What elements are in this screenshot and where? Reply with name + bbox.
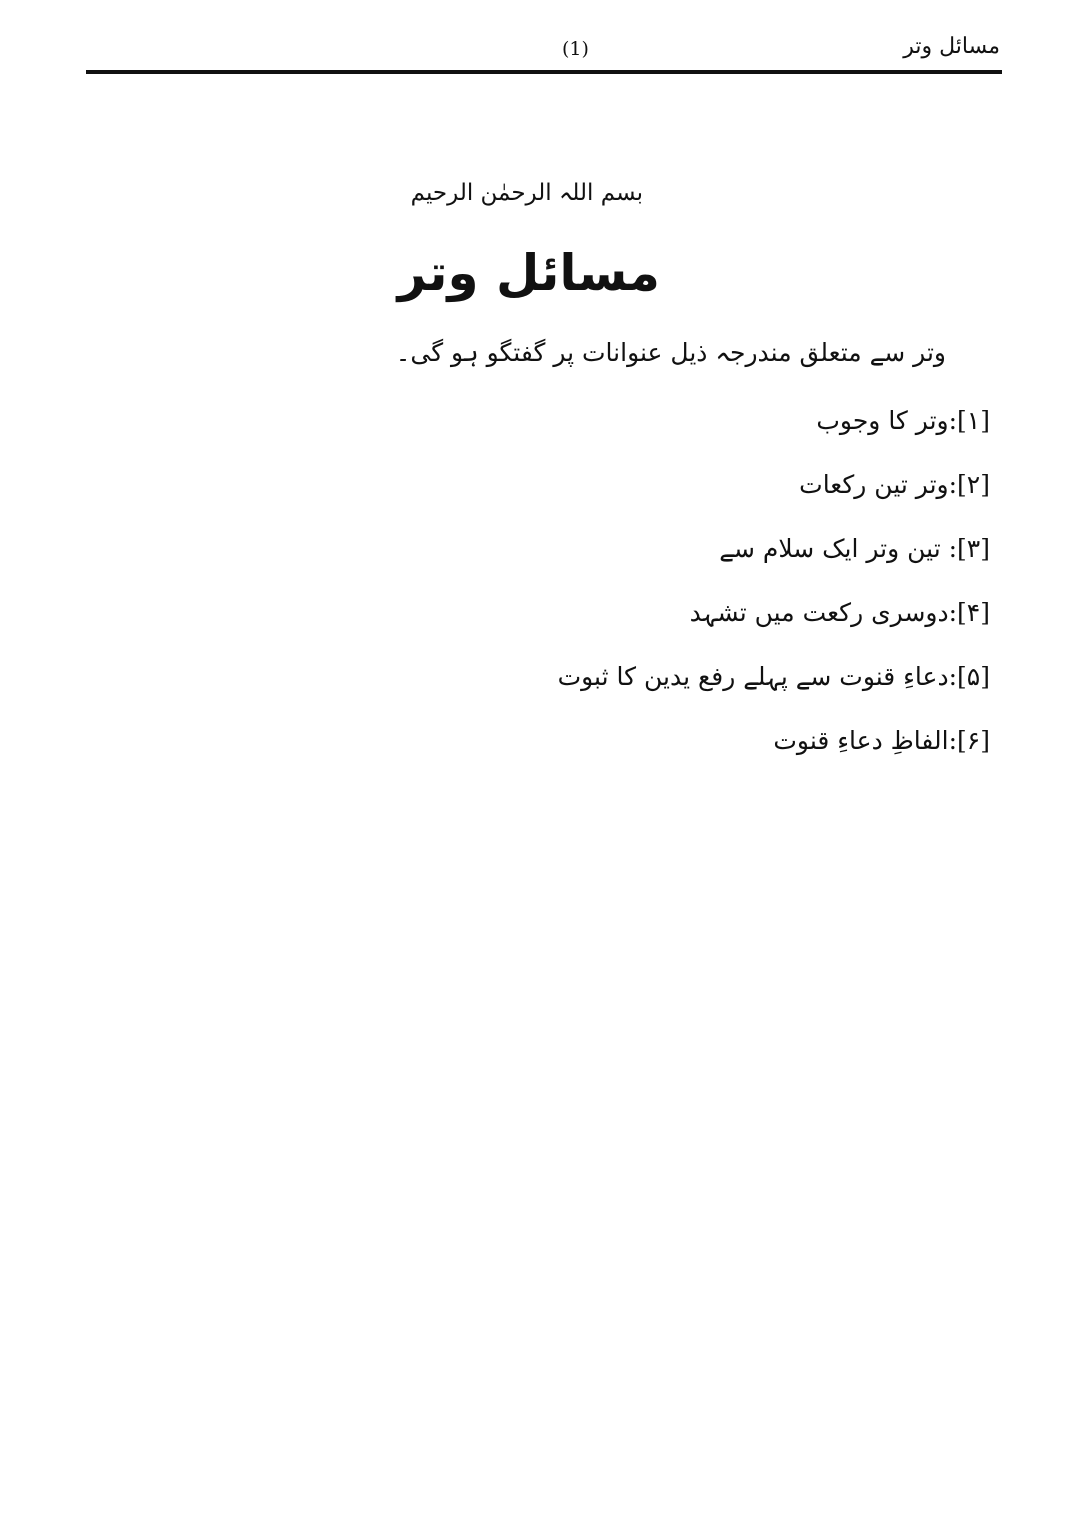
running-head [86, 34, 1000, 70]
running-title: مسائل وتر [903, 34, 1000, 59]
topic-text: تین وتر ایک سلام سے [719, 534, 949, 563]
page-number: (1) [562, 38, 589, 60]
topic-number: [۲]: [948, 470, 990, 499]
topic-text: وتر کا وجوب [816, 406, 949, 435]
topic-number: [۳]: [948, 534, 990, 563]
header-rule [86, 70, 1002, 74]
topic-number: [۱]: [948, 406, 990, 435]
topic-text: وتر تین رکعات [799, 470, 949, 499]
topic-text: الفاظِ دعاءِ قنوت [773, 726, 949, 755]
topic-text: دعاءِ قنوت سے پہلے رفع یدین کا ثبوت [557, 662, 949, 691]
topic-number: [۵]: [948, 662, 990, 691]
topic-number: [۴]: [948, 598, 990, 627]
topic-item [490, 726, 990, 790]
topic-item [490, 534, 990, 598]
topic-item [490, 598, 990, 662]
topics-list [490, 406, 990, 790]
topic-item [490, 470, 990, 534]
intro-text: وتر سے متعلق مندرجہ ذیل عنوانات پر گفتگو ہو گی۔ [395, 338, 946, 367]
topic-number: [۶]: [948, 726, 990, 755]
topic-item [490, 662, 990, 726]
topic-text: دوسری رکعت میں تشہد [689, 598, 949, 627]
page-title: مسائل وتر [397, 244, 660, 302]
bismillah: بسم اللہ الرحمٰن الرحیم [410, 180, 643, 206]
topic-item [490, 406, 990, 470]
